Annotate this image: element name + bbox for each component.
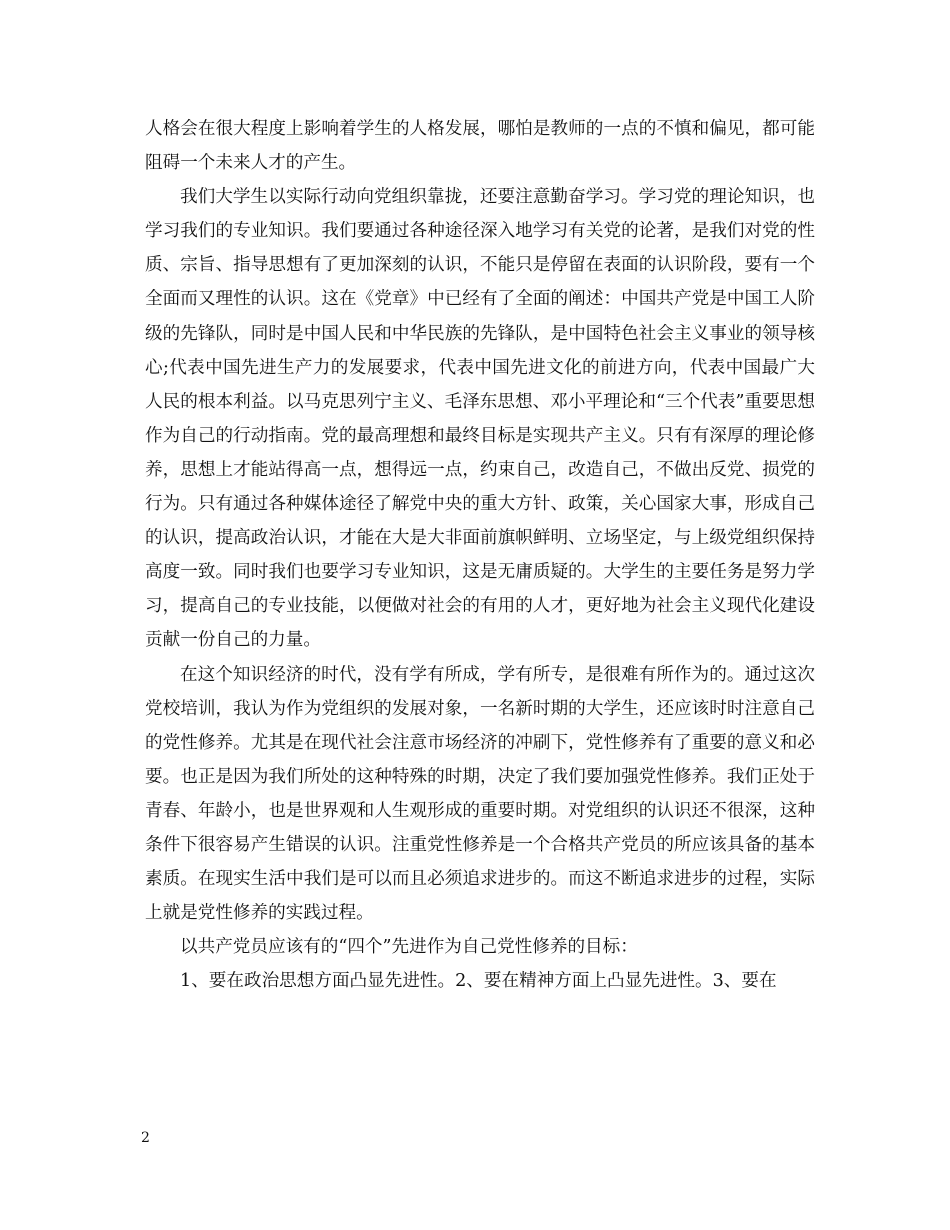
page-number: 2 bbox=[141, 1130, 150, 1146]
paragraph-5: 1、要在政治思想方面凸显先进性。2、要在精神方面上凸显先进性。3、要在 bbox=[180, 971, 777, 992]
paragraph-3: 在这个知识经济的时代，没有学有所成，学有所专，是很难有所作为的。通过这次党校培训，我认为作为党组织的发展对象，一名新时期的大学生，还应该时时注意自己的党性修养。尤其是在现代社会注意市场经济的冲刷下，党性修养有了重要的意义和必要。也正是因为我们所处的这种特殊的时期，决定了我们要加强党性修养。我们正处于青春、年龄小，也是世界观和人生观形成的重要时期。对党组织的认识还不很深，这种条件下很容易产生错误的认识。注重党性修养是一个合格共产党员的所应该具备的基本素质。在现实生活中我们是可以而且必须追求进步的。而这不断追求进步的过程，实际上就是党性修养的实践过程。 bbox=[145, 664, 815, 924]
body-text bbox=[145, 112, 815, 998]
paragraph-4: 以共产党员应该有的“四个”先进作为自己党性修养的目标： bbox=[180, 937, 638, 958]
paragraph-1: 人格会在很大程度上影响着学生的人格发展，哪怕是教师的一点的不慎和偏见，都可能阻碍一个未来人才的产生。 bbox=[145, 119, 815, 174]
paragraph-2: 我们大学生以实际行动向党组织靠拢，还要注意勤奋学习。学习党的理论知识，也学习我们的专业知识。我们要通过各种途径深入地学习有关党的论著，是我们对党的性质、宗旨、指导思想有了更加深刻的认识，不能只是停留在表面的认识阶段，要有一个全面而又理性的认识。这在《党章》中已经有了全面的阐述：中国共产党是中国工人阶级的先锋队，同时是中国人民和中华民族的先锋队，是中国特色社会主义事业的领导核心;代表中国先进生产力的发展要求，代表中国先进文化的前进方向，代表中国最广大人民的根本利益。以马克思列宁主义、毛泽东思想、邓小平理论和“三个代表”重要思想作为自己的行动指南。党的最高理想和最终目标是实现共产主义。只有有深厚的理论修养，思想上才能站得高一点，想得远一点，约束自己，改造自己，不做出反党、损党的行为。只有通过各种媒体途径了解党中央的重大方针、政策，关心国家大事，形成自己的认识，提高政治认识，才能在大是大非面前旗帜鲜明、立场坚定，与上级党组织保持高度一致。同时我们也要学习专业知识，这是无庸质疑的。大学生的主要任务是努力学习，提高自己的专业技能，以便做对社会的有用的人才，更好地为社会主义现代化建设贡献一份自己的力量。 bbox=[145, 187, 815, 651]
